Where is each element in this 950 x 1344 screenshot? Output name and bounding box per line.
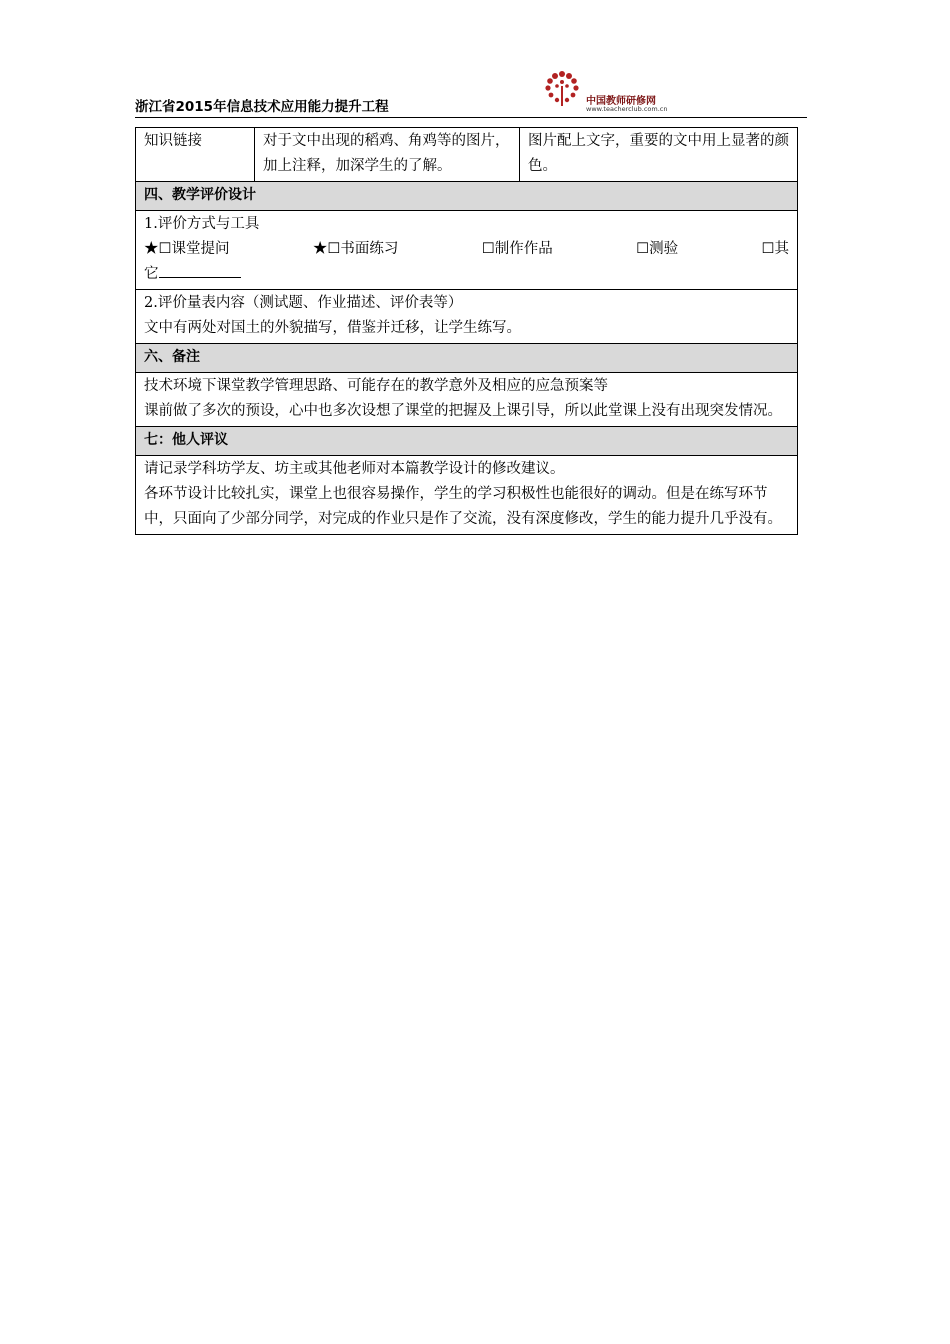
evaluation-methods-cell: [136, 211, 798, 290]
knowledge-link-row: [136, 128, 798, 182]
page-header: [135, 66, 807, 118]
peer-review-text: 各环节设计比较扎实，课堂上也很容易操作，学生的学习积极性也能很好的调动。但是在练写环节中，只面向了少部分同学，对完成的作业只是作了交流，没有深度修改，学生的能力提升几乎没有。: [144, 486, 782, 527]
knowledge-link-method: 图片配上文字，重要的文中用上显著的颜色。: [520, 128, 798, 182]
option-written-exercise[interactable]: ★☐书面练习: [312, 241, 399, 257]
other-label: 它: [144, 266, 159, 282]
lesson-design-table: [135, 127, 798, 535]
notes-cell: [136, 373, 798, 427]
logo-name: 中国教师研修网: [586, 96, 656, 107]
knowledge-link-content: 对于文中出现的稻鸡、角鸡等的图片，加上注释，加深学生的了解。: [255, 128, 520, 182]
peer-review-cell: [136, 456, 798, 535]
option-test[interactable]: ☐测验: [636, 241, 679, 257]
header-rule: [135, 117, 807, 118]
option-production[interactable]: ☐制作作品: [481, 241, 553, 257]
evaluation-options: [144, 237, 789, 262]
other-blank-line[interactable]: [159, 263, 241, 278]
teacherclub-logo: [538, 68, 678, 113]
logo-url: www.teacherclub.com.cn: [586, 105, 668, 113]
section-notes-title: 六、备注: [136, 344, 798, 373]
notes-text: 课前做了多次的预设，心中也多次设想了课堂的把握及上课引导，所以此堂课上没有出现突发情况。: [144, 403, 782, 419]
peer-review-prompt: 请记录学科坊学友、坊主或其他老师对本篇教学设计的修改建议。: [144, 461, 565, 477]
header-title: 浙江省2015年信息技术应用能力提升工程: [135, 99, 389, 115]
section-peer-review-title: 七：他人评议: [136, 427, 798, 456]
option-other[interactable]: ☐其: [761, 241, 789, 257]
section-evaluation-title: 四、教学评价设计: [136, 182, 798, 211]
evaluation-scale-title: 2.评价量表内容（测试题、作业描述、评价表等）: [144, 295, 463, 311]
evaluation-scale-text: 文中有两处对国土的外貌描写，借鉴并迁移，让学生练写。: [144, 320, 521, 336]
logo-flower-icon: [538, 68, 586, 108]
evaluation-methods-title: 1.评价方式与工具: [144, 216, 260, 232]
option-class-questioning[interactable]: ★☐课堂提问: [144, 241, 230, 257]
knowledge-link-label: 知识链接: [136, 128, 255, 182]
evaluation-scale-cell: [136, 290, 798, 344]
notes-prompt: 技术环境下课堂教学管理思路、可能存在的教学意外及相应的应急预案等: [144, 378, 608, 394]
